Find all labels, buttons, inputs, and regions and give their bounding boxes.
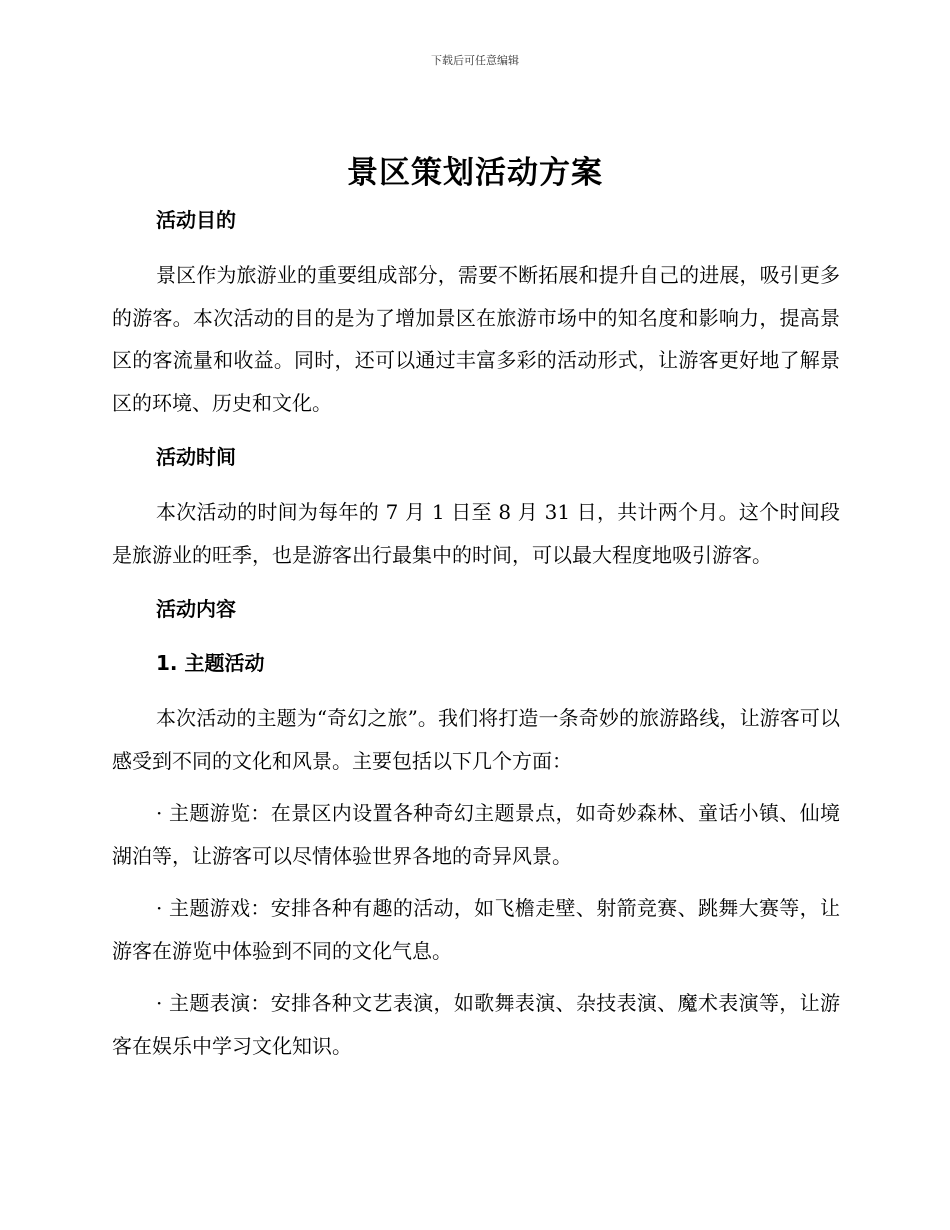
document-body	[112, 200, 840, 1067]
document-title: 景区策划活动方案	[347, 155, 603, 191]
bullet-theme-games: · 主题游戏：安排各种有趣的活动，如飞檐走壁、射箭竞赛、跳舞大赛等，让游客在游览中体验到不同的文化气息。	[112, 896, 840, 963]
section-heading-purpose: 活动目的	[156, 208, 236, 232]
section-heading-content: 活动内容	[156, 597, 236, 621]
paragraph-time: 本次活动的时间为每年的 7 月 1 日至 8 月 31 日，共计两个月。这个时间段是旅游业的旺季，也是游客出行最集中的时间，可以最大程度地吸引游客。	[112, 500, 840, 567]
subheading-theme-activity: 1. 主题活动	[156, 651, 265, 675]
section-heading-time: 活动时间	[156, 445, 236, 469]
paragraph-theme-intro: 本次活动的主题为“奇幻之旅”。我们将打造一条奇妙的旅游路线，让游客可以感受到不同的文化和风景。主要包括以下几个方面：	[112, 706, 840, 773]
bullet-theme-performance: · 主题表演：安排各种文艺表演，如歌舞表演、杂技表演、魔术表演等，让游客在娱乐中学习文化知识。	[112, 991, 840, 1058]
page-header: 下载后可任意编辑	[431, 54, 519, 67]
bullet-theme-tour: · 主题游览：在景区内设置各种奇幻主题景点，如奇妙森林、童话小镇、仙境湖泊等，让游客可以尽情体验世界各地的奇异风景。	[112, 801, 840, 868]
paragraph-purpose: 景区作为旅游业的重要组成部分，需要不断拓展和提升自己的进展，吸引更多的游客。本次活动的目的是为了增加景区在旅游市场中的知名度和影响力，提高景区的客流量和收益。同时，还可以通过丰富多彩的活动形式，让游客更好地了解景区的环境、历史和文化。	[112, 263, 840, 415]
